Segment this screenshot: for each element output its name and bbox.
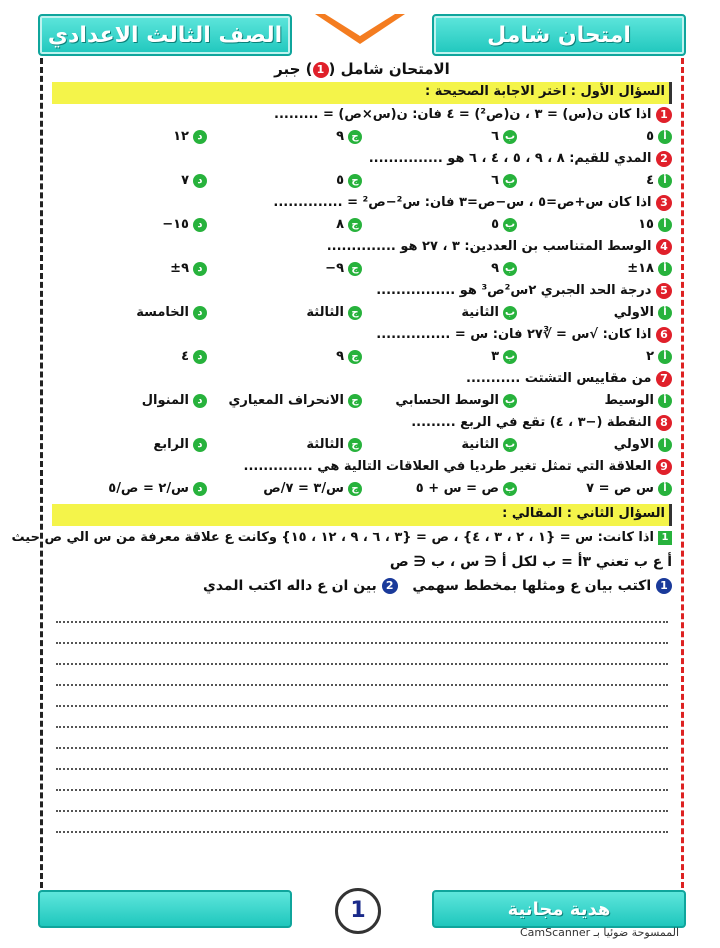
option-letter: ب xyxy=(504,394,516,406)
option-letter: أ xyxy=(658,262,672,276)
options-row xyxy=(52,258,672,280)
answer-option[interactable] xyxy=(362,478,517,500)
option-text: س/٣ = ٧/ص xyxy=(263,481,344,496)
question-number-badge: 8 xyxy=(656,415,672,431)
option-text: ٦ xyxy=(491,129,499,144)
answer-line[interactable] xyxy=(56,749,668,770)
options-row xyxy=(52,126,672,148)
option-letter: د xyxy=(193,306,207,320)
answer-line[interactable] xyxy=(56,812,668,833)
question-number-badge: 5 xyxy=(656,283,672,299)
option-text: ٩ xyxy=(336,129,344,144)
option-text: الثالثة xyxy=(306,437,344,452)
option-letter: ب xyxy=(504,482,516,494)
question-number-badge: 4 xyxy=(656,239,672,255)
option-letter: ب xyxy=(504,174,516,186)
option-letter: أ xyxy=(658,306,672,320)
question-text: الوسط المتناسب بن العددين: ٣ ، ٢٧ هو .............. xyxy=(326,239,652,254)
option-letter: ج xyxy=(348,482,362,496)
page-number: 1 xyxy=(335,888,381,934)
questions-list xyxy=(52,104,672,500)
option-letter: أ xyxy=(658,438,672,452)
option-letter: ب xyxy=(504,350,516,362)
option-text: الوسط الحسابي xyxy=(395,393,499,408)
answer-option[interactable] xyxy=(207,302,362,324)
question-4 xyxy=(52,236,672,258)
option-letter: أ xyxy=(658,482,672,496)
option-text: الاولي xyxy=(613,437,654,452)
option-text: ١٢ xyxy=(173,129,189,144)
question-number-badge: 3 xyxy=(656,195,672,211)
option-text: ٩ xyxy=(336,349,344,364)
option-text: ٩ xyxy=(491,261,499,276)
camscanner-label: الممسوحة ضوئيا بـ CamScanner xyxy=(520,926,680,939)
option-letter: د xyxy=(193,438,207,452)
option-text: ١٥ xyxy=(638,217,654,232)
question-text: النقطة (−٣ ، ٤) تقع في الربع ......... xyxy=(411,415,652,430)
answer-line[interactable] xyxy=(56,791,668,812)
question-number-badge: 2 xyxy=(656,151,672,167)
answer-option[interactable] xyxy=(52,302,207,324)
options-row xyxy=(52,390,672,412)
answer-option[interactable] xyxy=(207,258,362,280)
gift-banner: هدية مجانية xyxy=(432,890,686,928)
option-text: ص = س + ٥ xyxy=(415,481,499,496)
answer-option[interactable] xyxy=(52,346,207,368)
option-letter: أ xyxy=(658,174,672,188)
option-letter: ج xyxy=(348,350,362,364)
answer-option[interactable] xyxy=(207,126,362,148)
essay-line-1: 1اذا كانت: س = {١ ، ٢ ، ٣ ، ٤} ، ص = {٣ ، ٦ ، ٩ ، ١٢ ، ١٥} وكانت ع علاقة معرفة من س الي ص حيث xyxy=(52,526,672,550)
option-letter: د xyxy=(193,350,207,364)
option-letter: د xyxy=(193,262,207,276)
question-number-badge: 9 xyxy=(656,459,672,475)
option-text: ٤ xyxy=(181,349,189,364)
answer-option[interactable] xyxy=(52,478,207,500)
answer-option[interactable] xyxy=(517,346,672,368)
option-text: الرابع xyxy=(153,437,189,452)
option-text: ٩− xyxy=(325,261,344,276)
answer-option[interactable] xyxy=(52,434,207,456)
answer-option[interactable] xyxy=(362,258,517,280)
answer-line[interactable] xyxy=(56,770,668,791)
option-letter: ج xyxy=(348,262,362,276)
option-text: ٨ xyxy=(336,217,344,232)
answer-option[interactable] xyxy=(362,346,517,368)
grade-banner: الصف الثالث الاعدادي xyxy=(38,14,292,56)
option-text: ٥ xyxy=(336,173,344,188)
option-letter: ج xyxy=(348,306,362,320)
section-2-heading: السؤال الثاني : المقالي : xyxy=(52,504,672,526)
option-text: ٥ xyxy=(491,217,499,232)
answer-line[interactable] xyxy=(56,686,668,707)
option-letter: ب xyxy=(504,130,516,142)
option-letter: ج xyxy=(348,394,362,408)
option-letter: ج xyxy=(348,218,362,232)
options-row xyxy=(52,478,672,500)
answer-option[interactable] xyxy=(52,258,207,280)
option-letter: أ xyxy=(658,218,672,232)
question-7 xyxy=(52,368,672,390)
answer-option[interactable] xyxy=(362,126,517,148)
question-1 xyxy=(52,104,672,126)
option-text: المنوال xyxy=(141,393,189,408)
answer-option[interactable] xyxy=(517,214,672,236)
question-3 xyxy=(52,192,672,214)
option-text: ١٨± xyxy=(627,261,654,276)
question-8 xyxy=(52,412,672,434)
question-number-badge: 1 xyxy=(656,107,672,123)
exam-paper xyxy=(11,58,672,833)
answer-option[interactable] xyxy=(207,434,362,456)
answer-option[interactable] xyxy=(362,434,517,456)
answer-option[interactable] xyxy=(207,390,362,412)
options-row xyxy=(52,302,672,324)
option-text: س/٢ = ص/٥ xyxy=(108,481,189,496)
chevron-decoration xyxy=(315,14,405,44)
footer-banner-left xyxy=(38,890,292,928)
option-text: ٩± xyxy=(170,261,189,276)
option-letter: ب xyxy=(504,262,516,274)
exam-title: الامتحان شامل (1) جبر xyxy=(274,60,450,78)
option-letter: د xyxy=(193,482,207,496)
answer-option[interactable] xyxy=(517,126,672,148)
option-letter: ب xyxy=(504,438,516,450)
answer-option[interactable] xyxy=(517,170,672,192)
answer-line[interactable] xyxy=(56,644,668,665)
section-1-heading: السؤال الأول : اختر الاجابة الصحيحة : xyxy=(52,82,672,104)
option-text: س ص = ٧ xyxy=(586,481,654,496)
option-text: الخامسة xyxy=(136,305,189,320)
option-text: ٢ xyxy=(646,349,654,364)
option-text: الثالثة xyxy=(306,305,344,320)
answer-line[interactable] xyxy=(56,623,668,644)
essay-subquestions: 1 اكتب بيان ع ومثلها بمخطط سهمي 2 بين ان ع داله اكتب المدي xyxy=(52,574,672,598)
option-text: الانحراف المعياري xyxy=(228,393,344,408)
option-text: ٦ xyxy=(491,173,499,188)
option-letter: ب xyxy=(504,306,516,318)
option-text: ٤ xyxy=(646,173,654,188)
option-text: الثانية xyxy=(461,305,499,320)
answer-line[interactable] xyxy=(56,665,668,686)
options-row xyxy=(52,434,672,456)
answer-option[interactable] xyxy=(517,434,672,456)
answer-option[interactable] xyxy=(517,302,672,324)
answer-option[interactable] xyxy=(52,214,207,236)
answer-option[interactable] xyxy=(52,390,207,412)
option-letter: ج xyxy=(348,174,362,188)
option-text: الوسيط xyxy=(604,393,654,408)
option-text: الاولي xyxy=(613,305,654,320)
answer-option[interactable] xyxy=(362,390,517,412)
answer-option[interactable] xyxy=(362,302,517,324)
answer-option[interactable] xyxy=(362,170,517,192)
answer-option[interactable] xyxy=(362,214,517,236)
question-6 xyxy=(52,324,672,346)
option-text: ٣ xyxy=(491,349,499,364)
question-9 xyxy=(52,456,672,478)
option-letter: د xyxy=(193,394,207,408)
answer-line[interactable] xyxy=(56,728,668,749)
answer-option[interactable] xyxy=(52,170,207,192)
left-border xyxy=(40,58,43,888)
answer-line[interactable] xyxy=(56,707,668,728)
option-text: ٥ xyxy=(646,129,654,144)
question-text: اذا كان: √س = ∛٢٧ فان: س = ............... xyxy=(376,327,652,342)
option-letter: د xyxy=(193,218,207,232)
options-row xyxy=(52,214,672,236)
answer-option[interactable] xyxy=(52,126,207,148)
question-text: اذا كان ن(س) = ٣ ، ن(ص²) = ٤ فان: ن(س×ص) = ......... xyxy=(274,107,652,122)
question-number-badge: 6 xyxy=(656,327,672,343)
question-number-badge: 7 xyxy=(656,371,672,387)
exam-banner: امتحان شامل xyxy=(432,14,686,56)
answer-option[interactable] xyxy=(207,170,362,192)
question-text: اذا كان س+ص=٥ ، س−ص=٣ فان: س²−ص² = .............. xyxy=(273,195,652,210)
option-letter: أ xyxy=(658,394,672,408)
option-letter: أ xyxy=(658,130,672,144)
answer-option[interactable] xyxy=(207,478,362,500)
right-border xyxy=(681,58,684,888)
answer-line[interactable] xyxy=(56,602,668,623)
essay-line-2: أ ع ب تعني ٣أ = ب لكل أ ∈ س ، ب ∈ ص xyxy=(389,554,672,570)
question-text: المدي للقيم: ٨ ، ٩ ، ٥ ، ٤ ، ٦ هو ............... xyxy=(368,151,652,166)
answer-option[interactable] xyxy=(207,214,362,236)
answer-option[interactable] xyxy=(517,478,672,500)
options-row xyxy=(52,346,672,368)
option-text: ١٥− xyxy=(162,217,189,232)
option-letter: د xyxy=(193,130,207,144)
option-letter: ج xyxy=(348,130,362,144)
answer-option[interactable] xyxy=(517,258,672,280)
question-5 xyxy=(52,280,672,302)
option-text: الثانية xyxy=(461,437,499,452)
question-2 xyxy=(52,148,672,170)
question-text: من مقاييس التشتت ........... xyxy=(466,371,652,386)
answer-option[interactable] xyxy=(207,346,362,368)
options-row xyxy=(52,170,672,192)
question-text: العلاقة التي تمثل تغير طرديا في العلاقات التالية هي .............. xyxy=(243,459,652,474)
option-letter: ب xyxy=(504,218,516,230)
option-letter: ج xyxy=(348,438,362,452)
option-letter: أ xyxy=(658,350,672,364)
answer-lines xyxy=(52,602,672,833)
option-text: ٧ xyxy=(181,173,189,188)
answer-option[interactable] xyxy=(517,390,672,412)
question-text: درجة الحد الجبري ٢س²ص³ هو ................ xyxy=(376,283,652,298)
option-letter: د xyxy=(193,174,207,188)
